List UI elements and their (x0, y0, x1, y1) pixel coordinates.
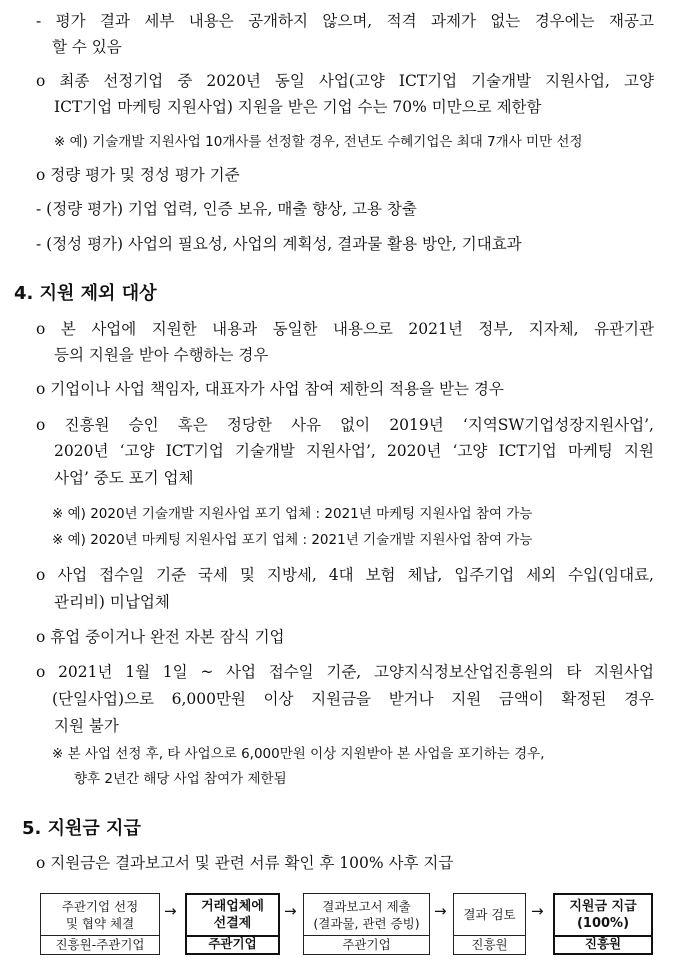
flow-step-text: 및 협약 체결 (65, 915, 135, 931)
exclusion-5: o 휴업 중이거나 완전 자본 잠식 기업 (36, 628, 285, 646)
section5-heading: 5. 지원금 지급 (22, 818, 141, 839)
flow-step-text: 결과 검토 (463, 907, 516, 922)
exclusion-3-line-2: 2020년 ‘고양 ICT기업 기술개발 지원사업’, 2020년 ‘고양 ICT기업 마케팅 지원 (54, 442, 654, 460)
exclusion-3-note-2: ※ 예) 2020년 마케팅 지원사업 포기 업체 : 2021년 기술개발 지원사업 참여 가능 (52, 532, 533, 548)
limit-item-line-1: o 최종 선정기업 중 2020년 동일 사업(고양 ICT기업 기술개발 지원사업, 고양 (36, 72, 654, 90)
flow-step-label (304, 894, 429, 936)
flow-step-selection (40, 893, 160, 955)
flow-step-actor: 진흥원 (471, 937, 508, 952)
flow-step-text: 지원금 지급 (569, 899, 637, 914)
payment-item: o 지원금은 결과보고서 및 관련 서류 확인 후 100% 사후 지급 (36, 854, 454, 872)
flow-step-prepayment (185, 893, 280, 955)
flow-step-actor: 진흥원 (584, 936, 622, 951)
flow-step-label (41, 894, 159, 936)
flow-step-actor: 주관기업 (342, 937, 391, 952)
flow-step-text: 주관기업 선정 (61, 898, 139, 914)
flow-step-text: 결과보고서 제출 (322, 898, 411, 914)
flow-step-label (454, 894, 525, 936)
flow-step-actor: 주관기업 (208, 936, 257, 951)
exclusion-4-line-2: 관리비) 미납업체 (54, 593, 170, 611)
flow-arrow-icon: → (164, 902, 177, 920)
exclusion-1-line-2: 등의 지원을 받아 수행하는 경우 (54, 346, 269, 364)
flow-step-text: (결과물, 관련 증빙) (313, 915, 420, 931)
flow-step-label (555, 895, 651, 937)
flow-step-report-submission (303, 893, 430, 955)
flow-arrow-icon: → (531, 902, 544, 920)
flow-step-text: 거래업체에 (201, 899, 264, 914)
limit-item-line-2: ICT기업 마케팅 지원사업) 지원을 받은 기업 수는 70% 미만으로 제한함 (54, 98, 542, 116)
exclusion-2: o 기업이나 사업 책임자, 대표자가 사업 참여 제한의 적용을 받는 경우 (36, 380, 504, 398)
flow-arrow-icon: → (284, 902, 297, 920)
flow-step-review (453, 893, 526, 955)
qual-criteria: - (정성 평가) 사업의 필요성, 사업의 계획성, 결과물 활용 방안, 기대효과 (36, 235, 522, 253)
eval-detail-line-1: - 평가 결과 세부 내용은 공개하지 않으며, 적격 과제가 없는 경우에는 재공고 (36, 12, 654, 30)
eval-detail-line-2: 할 수 있음 (52, 38, 122, 56)
exclusion-3-note-1: ※ 예) 2020년 기술개발 지원사업 포기 업체 : 2021년 마케팅 지원사업 참여 가능 (52, 506, 533, 522)
exclusion-3-line-1: o 진흥원 승인 혹은 정당한 사유 없이 2019년 ‘지역SW기업성장지원사업’, (36, 416, 654, 434)
exclusion-6-note-line-2: 향후 2년간 해당 사업 참여가 제한됨 (74, 771, 287, 787)
exclusion-6-line-3: 지원 불가 (54, 717, 119, 735)
flow-arrow-icon: → (434, 902, 447, 920)
flow-step-payment (553, 893, 653, 955)
quant-criteria: - (정량 평가) 기업 업력, 인증 보유, 매출 향상, 고용 창출 (36, 200, 417, 218)
exclusion-6-note-line-1: ※ 본 사업 선정 후, 타 사업으로 6,000만원 이상 지원받아 본 사업을 포기하는 경우, (52, 746, 545, 762)
flow-step-text: (100%) (576, 916, 630, 931)
section4-heading: 4. 지원 제외 대상 (14, 283, 157, 304)
limit-note: ※ 예) 기술개발 지원사업 10개사를 선정할 경우, 전년도 수혜기업은 최대 7개사 미만 선정 (54, 134, 583, 150)
flow-step-actor: 진흥원-주관기업 (55, 937, 145, 952)
exclusion-6-line-2: (단일사업)으로 6,000만원 이상 지원금을 받거나 지원 금액이 확정된 경우 (52, 690, 654, 708)
exclusion-4-line-1: o 사업 접수일 기준 국세 및 지방세, 4대 보험 체납, 입주기업 세외 수입(임대료, (36, 566, 654, 584)
exclusion-3-line-3: 사업’ 중도 포기 업체 (54, 469, 194, 487)
flow-step-text: 선결제 (213, 916, 252, 931)
flow-step-label (187, 895, 278, 937)
exclusion-1-line-1: o 본 사업에 지원한 내용과 동일한 내용으로 2021년 정부, 지자체, 유관기관 (36, 320, 654, 338)
exclusion-6-line-1: o 2021년 1월 1일 ~ 사업 접수일 기준, 고양지식정보산업진흥원의 타 지원사업 (36, 663, 654, 681)
criteria-item: o 정량 평가 및 정성 평가 기준 (36, 166, 240, 184)
